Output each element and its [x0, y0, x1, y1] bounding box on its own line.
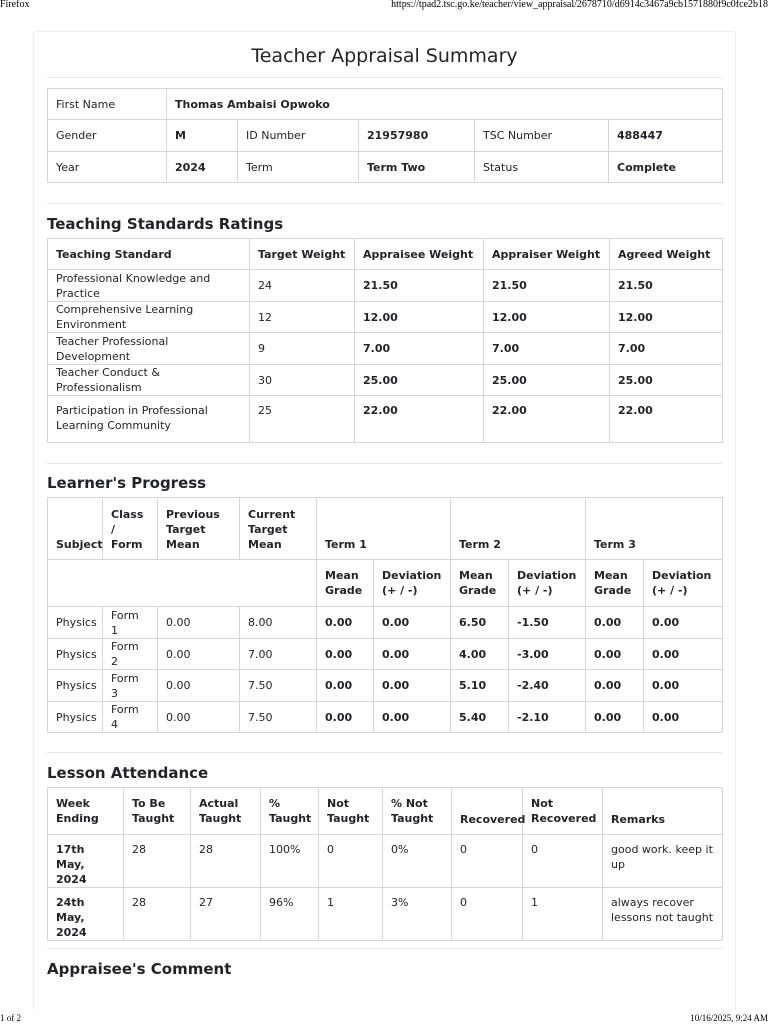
percent-taught: 100% — [261, 835, 319, 888]
term1-deviation: 0.00 — [374, 607, 451, 639]
term1-deviation: 0.00 — [374, 639, 451, 670]
col-subheader: Mean Grade — [317, 560, 374, 607]
col-header: Appraiser Weight — [484, 239, 610, 270]
col-subheader: Deviation (+ / -) — [374, 560, 451, 607]
term2-deviation: -2.40 — [509, 670, 586, 702]
col-header: % Taught — [261, 788, 319, 835]
standard-name: Comprehensive Learning Environment — [48, 302, 250, 333]
standards-table — [47, 238, 723, 443]
gender-value: M — [167, 120, 238, 152]
term3-deviation: 0.00 — [644, 670, 723, 702]
gender-label: Gender — [48, 120, 167, 152]
term2-mean: 6.50 — [451, 607, 509, 639]
col-subheader: Mean Grade — [586, 560, 644, 607]
subject: Physics — [48, 639, 103, 670]
col-subheader: Deviation (+ / -) — [644, 560, 723, 607]
status-label: Status — [475, 152, 609, 183]
first-name-value: Thomas Ambaisi Opwoko — [167, 89, 723, 120]
appraisee-weight: 12.00 — [355, 302, 484, 333]
browser-name: Firefox — [0, 0, 30, 10]
agreed-weight: 12.00 — [610, 302, 723, 333]
col-header: Agreed Weight — [610, 239, 723, 270]
term3-mean: 0.00 — [586, 670, 644, 702]
table-row — [48, 302, 723, 333]
not-taught: 1 — [319, 888, 383, 941]
col-header: Not Recovered — [523, 788, 603, 835]
first-name-label: First Name — [48, 89, 167, 120]
current-target-mean: 7.00 — [240, 639, 317, 670]
print-datetime: 10/16/2025, 9:24 AM — [690, 1013, 768, 1023]
col-header: % Not Taught — [383, 788, 452, 835]
year-label: Year — [48, 152, 167, 183]
col-header: Week Ending — [48, 788, 124, 835]
col-header-term: Term 1 — [317, 498, 451, 560]
table-row — [48, 333, 723, 365]
appraiser-weight: 12.00 — [484, 302, 610, 333]
status-value: Complete — [609, 152, 723, 183]
table-row — [48, 670, 723, 702]
col-header: Actual Taught — [191, 788, 261, 835]
standards-title: Teaching Standards Ratings — [47, 215, 284, 233]
term2-deviation: -3.00 — [509, 639, 586, 670]
actual-taught: 28 — [191, 835, 261, 888]
section-divider — [47, 463, 722, 464]
attendance-table — [47, 787, 723, 941]
appraisal-card — [33, 31, 736, 1011]
col-header: Teaching Standard — [48, 239, 250, 270]
term3-mean: 0.00 — [586, 639, 644, 670]
year-value: 2024 — [167, 152, 238, 183]
info-row-ids — [48, 120, 723, 152]
term2-mean: 4.00 — [451, 639, 509, 670]
appraisee-weight: 21.50 — [355, 270, 484, 302]
percent-not-taught: 3% — [383, 888, 452, 941]
attendance-title: Lesson Attendance — [47, 764, 209, 782]
actual-taught: 27 — [191, 888, 261, 941]
attendance-header-row — [48, 788, 723, 835]
term3-mean: 0.00 — [586, 607, 644, 639]
recovered: 0 — [452, 835, 523, 888]
target-weight: 30 — [250, 365, 355, 396]
term2-mean: 5.40 — [451, 702, 509, 733]
previous-target-mean: 0.00 — [158, 639, 240, 670]
appraisee-comment-title: Appraisee's Comment — [47, 960, 232, 978]
section-divider — [47, 948, 722, 949]
term-value: Term Two — [359, 152, 475, 183]
col-header: Appraisee Weight — [355, 239, 484, 270]
term3-deviation: 0.00 — [644, 639, 723, 670]
col-header-term: Term 2 — [451, 498, 586, 560]
class-form: Form 2 — [103, 639, 158, 670]
print-footer — [0, 1013, 768, 1024]
teacher-info-table — [47, 88, 723, 183]
previous-target-mean: 0.00 — [158, 607, 240, 639]
current-target-mean: 7.50 — [240, 670, 317, 702]
tsc-number-label: TSC Number — [475, 120, 609, 152]
subject: Physics — [48, 607, 103, 639]
col-header: Recovered — [452, 788, 523, 835]
to-be-taught: 28 — [124, 888, 191, 941]
recovered: 0 — [452, 888, 523, 941]
col-header: Subject — [48, 498, 103, 560]
percent-not-taught: 0% — [383, 835, 452, 888]
term3-deviation: 0.00 — [644, 607, 723, 639]
section-divider — [47, 203, 722, 204]
page-url[interactable]: https://tpad2.tsc.go.ke/teacher/view_appraisal/2678710/d6914c3467a9cb1571880f9c0fce2b18 — [391, 0, 768, 10]
col-header: Class / Form — [103, 498, 158, 560]
not-recovered: 1 — [523, 888, 603, 941]
subject: Physics — [48, 670, 103, 702]
term-label: Term — [238, 152, 359, 183]
remarks: good work. keep it up — [603, 835, 723, 888]
appraiser-weight: 21.50 — [484, 270, 610, 302]
week-ending: 17th May, 2024 — [48, 835, 124, 888]
page-number: 1 of 2 — [0, 1013, 21, 1023]
id-number-label: ID Number — [238, 120, 359, 152]
progress-title: Learner's Progress — [47, 474, 207, 492]
remarks: always recover lessons not taught — [603, 888, 723, 941]
not-recovered: 0 — [523, 835, 603, 888]
table-row — [48, 702, 723, 733]
tsc-number-value: 488447 — [609, 120, 723, 152]
appraisee-weight: 25.00 — [355, 365, 484, 396]
col-header: Target Weight — [250, 239, 355, 270]
term3-deviation: 0.00 — [644, 702, 723, 733]
id-number-value: 21957980 — [359, 120, 475, 152]
term1-mean: 0.00 — [317, 607, 374, 639]
agreed-weight: 7.00 — [610, 333, 723, 365]
current-target-mean: 7.50 — [240, 702, 317, 733]
appraiser-weight: 7.00 — [484, 333, 610, 365]
table-row — [48, 888, 723, 941]
week-ending: 24th May, 2024 — [48, 888, 124, 941]
term2-deviation: -2.10 — [509, 702, 586, 733]
col-header: Remarks — [603, 788, 723, 835]
info-row-term — [48, 152, 723, 183]
col-header-term: Term 3 — [586, 498, 723, 560]
percent-taught: 96% — [261, 888, 319, 941]
appraiser-weight: 22.00 — [484, 396, 610, 443]
standard-name: Teacher Professional Development — [48, 333, 250, 365]
term1-mean: 0.00 — [317, 702, 374, 733]
target-weight: 24 — [250, 270, 355, 302]
term2-deviation: -1.50 — [509, 607, 586, 639]
table-row — [48, 639, 723, 670]
col-subheader: Mean Grade — [451, 560, 509, 607]
term1-mean: 0.00 — [317, 670, 374, 702]
term2-mean: 5.10 — [451, 670, 509, 702]
progress-table — [47, 497, 723, 733]
table-row — [48, 835, 723, 888]
class-form: Form 1 — [103, 607, 158, 639]
term3-mean: 0.00 — [586, 702, 644, 733]
info-row-name — [48, 89, 723, 120]
target-weight: 9 — [250, 333, 355, 365]
agreed-weight: 25.00 — [610, 365, 723, 396]
table-row — [48, 365, 723, 396]
col-header: To Be Taught — [124, 788, 191, 835]
appraisee-weight: 7.00 — [355, 333, 484, 365]
standard-name: Professional Knowledge and Practice — [48, 270, 250, 302]
section-divider — [47, 752, 722, 753]
appraiser-weight: 25.00 — [484, 365, 610, 396]
progress-subheader-row — [48, 560, 723, 607]
previous-target-mean: 0.00 — [158, 670, 240, 702]
target-weight: 25 — [250, 396, 355, 443]
standard-name: Participation in Professional Learning Community — [48, 396, 250, 443]
col-subheader: Deviation (+ / -) — [509, 560, 586, 607]
class-form: Form 4 — [103, 702, 158, 733]
previous-target-mean: 0.00 — [158, 702, 240, 733]
term1-deviation: 0.00 — [374, 702, 451, 733]
title-divider — [47, 77, 722, 78]
subheader-spacer — [48, 560, 317, 607]
col-header: Current Target Mean — [240, 498, 317, 560]
class-form: Form 3 — [103, 670, 158, 702]
progress-header-row — [48, 498, 723, 560]
subject: Physics — [48, 702, 103, 733]
print-header — [0, 0, 768, 14]
appraisee-weight: 22.00 — [355, 396, 484, 443]
table-row — [48, 607, 723, 639]
col-header: Previous Target Mean — [158, 498, 240, 560]
current-target-mean: 8.00 — [240, 607, 317, 639]
standards-header-row — [48, 239, 723, 270]
page-title: Teacher Appraisal Summary — [251, 45, 518, 67]
not-taught: 0 — [319, 835, 383, 888]
table-row — [48, 270, 723, 302]
table-row — [48, 396, 723, 443]
target-weight: 12 — [250, 302, 355, 333]
agreed-weight: 22.00 — [610, 396, 723, 443]
to-be-taught: 28 — [124, 835, 191, 888]
agreed-weight: 21.50 — [610, 270, 723, 302]
term1-deviation: 0.00 — [374, 670, 451, 702]
col-header: Not Taught — [319, 788, 383, 835]
standard-name: Teacher Conduct & Professionalism — [48, 365, 250, 396]
term1-mean: 0.00 — [317, 639, 374, 670]
